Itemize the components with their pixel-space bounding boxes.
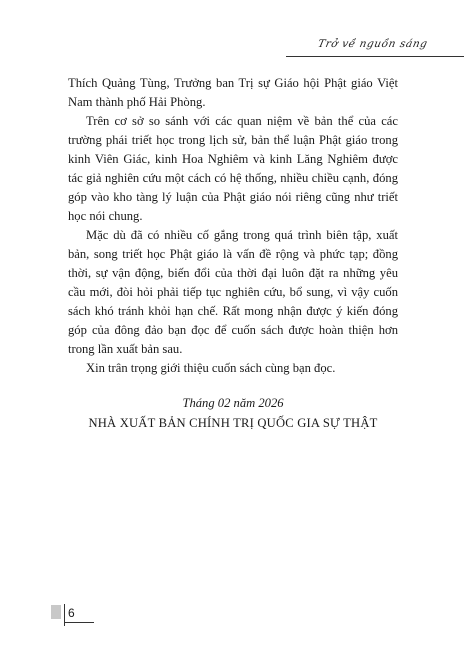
paragraph-introduction: Xin trân trọng giới thiệu cuốn sách cùng bạn đọc. <box>86 361 336 375</box>
page-number: 6 <box>68 606 75 620</box>
paragraph-limitations: Mặc dù đã có nhiều cố gắng trong quá trình biên tập, xuất bản, song triết học Phật giáo là vấn đề rộng và phức tạp; đồng thời, sự vận động, biến đổi của thời đại luôn đặt ra những yêu cầu mới, đòi hỏi phải tiếp tục nghiên cứu, bổ sung, vì vậy cuốn sách khó tránh khỏi hạn chế. Rất mong nhận được ý kiến đóng góp của đông đảo bạn đọc để cuốn sách được hoàn thiện hơn trong lần xuất bản sau. <box>68 228 398 356</box>
running-header-title: Trở về nguồn sáng <box>317 38 430 50</box>
signature-publisher: NHÀ XUẤT BẢN CHÍNH TRỊ QUỐC GIA SỰ THẬT <box>88 416 378 430</box>
page-marker-block <box>51 605 61 619</box>
paragraph-continuation: Thích Quảng Tùng, Trưởng ban Trị sự Giáo hội Phật giáo Việt Nam thành phố Hải Phòng. <box>68 76 398 109</box>
footer-rule <box>64 622 94 623</box>
header-rule <box>286 56 464 57</box>
paragraph-ontology: Trên cơ sở so sánh với các quan niệm về bản thể của các trường phái triết học trong lịch sử, bản thể luận Phật giáo trong kinh Viên Giác, kinh Hoa Nghiêm và kinh Lăng Nghiêm được tác giả nghiên cứu một cách có hệ thống, nhiều chiều cạnh, đóng góp vào kho tàng lý luận của Phật giáo nói riêng cũng như triết học nói chung. <box>68 114 398 223</box>
body-text <box>68 74 398 378</box>
signature-date: Tháng 02 năm 2026 <box>182 396 284 410</box>
